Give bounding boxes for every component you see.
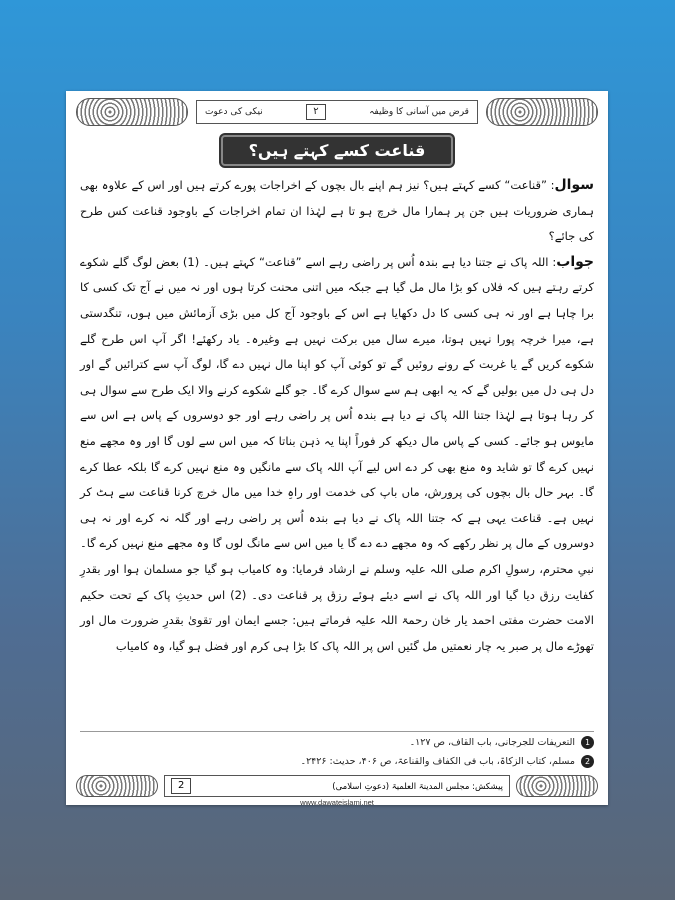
footnote-text: التعریفات للجرجانی، باب القاف، ص ۱۲۷۔ (409, 737, 575, 748)
header-bar (196, 100, 478, 124)
footer-page-number: 2 (171, 778, 191, 794)
header-page-number: ۲ (306, 104, 325, 120)
footnote-number: 2 (581, 755, 594, 768)
footnote-text: مسلم، کتاب الزکاۃ، باب فی الکفاف والقناعۃ، ص ۴۰۶، حدیث: ۲۴۲۶۔ (300, 756, 575, 767)
title-wrap (66, 135, 608, 166)
question-label: سوال (554, 177, 594, 193)
document-page (66, 91, 608, 805)
footer-text: پیشکش: مجلس المدینۃ العلمیۃ (دعوتِ اسلامی) (332, 781, 503, 792)
footnotes (80, 731, 594, 774)
question-text: : ”قناعت“ کسے کہتے ہیں؟ نیز ہم اپنے بال بچوں کے اخراجات پورے کرتے ہیں اور اس کے علاوہ بھی ہماری ضروریات ہیں جن پر ہمارا مال خرچ ہو تا ہے لہٰذا ان تمام اخراجات کے باوجود قناعت کس طرح کی جائے؟ (80, 178, 594, 244)
page-footer (76, 775, 598, 797)
header-left-text: نیکی کی دعوت (205, 107, 263, 117)
footnote-number: 1 (581, 736, 594, 749)
answer-label: جواب (556, 253, 594, 270)
question-paragraph (80, 173, 594, 250)
section-title: قناعت کسے کہتے ہیں؟ (221, 135, 454, 166)
header-right-text: قرض میں آسانی کا وظیفہ (369, 107, 469, 117)
footnote-item (80, 736, 594, 749)
answer-paragraph (80, 250, 594, 660)
footnote-item (80, 755, 594, 768)
website-url[interactable]: www.dawateislami.net (300, 798, 374, 807)
header-ornament-right (486, 98, 598, 126)
body-text (80, 173, 594, 659)
answer-text: : اللہ پاک نے جتنا دیا ہے بندہ اُس پر راضی رہے اسے ”قناعت“ کہتے ہیں۔ (1) بعض لوگ گلے شکوے کرتے رہتے ہیں کہ فلاں کو بڑا مال مل گیا ہے جبکہ میں اتنی محنت کرتا ہوں اور نہ میں نے آج تک کسی کا برا چاہا ہے اور نہ ہی کسی کا دل دکھایا ہے اس کے باوجود آج کل میں بڑی آزمائش میں ہوں، تنگدستی ہے، میرا خرچہ پورا نہیں ہوتا، میرے سال میں برکت نہیں ہے وغیرہ۔ یاد رکھئے! اگر آپ اس طرح گلے شکوے کریں گے یا غربت کے رونے روئیں گے تو کوئی آپ کو اپنا مال نہیں دے گا، لوگ آپ سے کترائیں گے اور دل ہی دل میں بولیں گے کہ یہ ابھی ہم سے سوال کرے گا۔ جو گلے شکوے کرنے والا ایک طرح سے سوال ہی کر رہا ہوتا ہے لہٰذا جتنا اللہ پاک نے دیا ہے بندہ اُس پر راضی رہے اور جو دوسروں کے پاس ہے اس سے مایوس ہو جائے۔ کسی کے پاس مال دیکھ کر فوراً اپنا یہ ذہن بناتا کہ میں اس سے لوں گا اور وہ مجھے منع نہیں کرے گا تو شاید وہ منع بھی کر دے اس لیے آپ اللہ پاک سے مانگیں وہ منع نہیں کرے گا بلکہ عطا کرے گا۔ بہر حال بال بچوں کی پرورش، ماں باپ کی خدمت اور راہِ خدا میں مال خرچ کرنا قناعت سے ہٹ کر نہیں ہے۔ قناعت یہی ہے کہ جتنا اللہ پاک نے دیا ہے بندہ اُس پر راضی رہے اور گلہ نہ کرے اور نہ ہی دوسروں کے مال پر نظر رکھے کہ وہ مجھے دے دے گا یا میں اس سے مانگ لوں گا وہ مجھے منع نہیں کرے گا۔ نبیِ محترم، رسولِ اکرم صلی اللہ علیہ وسلم نے ارشاد فرمایا: وہ کامیاب ہو گیا جو مسلمان ہوا اور بقدرِ کفایت رزق دیا گیا اور اللہ پاک نے اسے دیئے ہوئے رزق پر قناعت دی۔ (2) اس حدیثِ پاک کے تحت حکیم الامت حضرت مفتی احمد یار خان رحمۃ اللہ علیہ فرماتے ہیں: جسے ایمان اور تقویٰ بقدرِ ضرورت مال اور تھوڑے مال پر صبر یہ چار نعمتیں مل گئیں اس پر اللہ پاک کا بڑا ہی کرم اور فضل ہو گیا، وہ کامیاب (80, 254, 594, 653)
footer-ornament-right (516, 775, 598, 797)
page-header (76, 97, 598, 127)
footer-ornament-left (76, 775, 158, 797)
footer-bar (164, 775, 510, 797)
header-ornament-left (76, 98, 188, 126)
